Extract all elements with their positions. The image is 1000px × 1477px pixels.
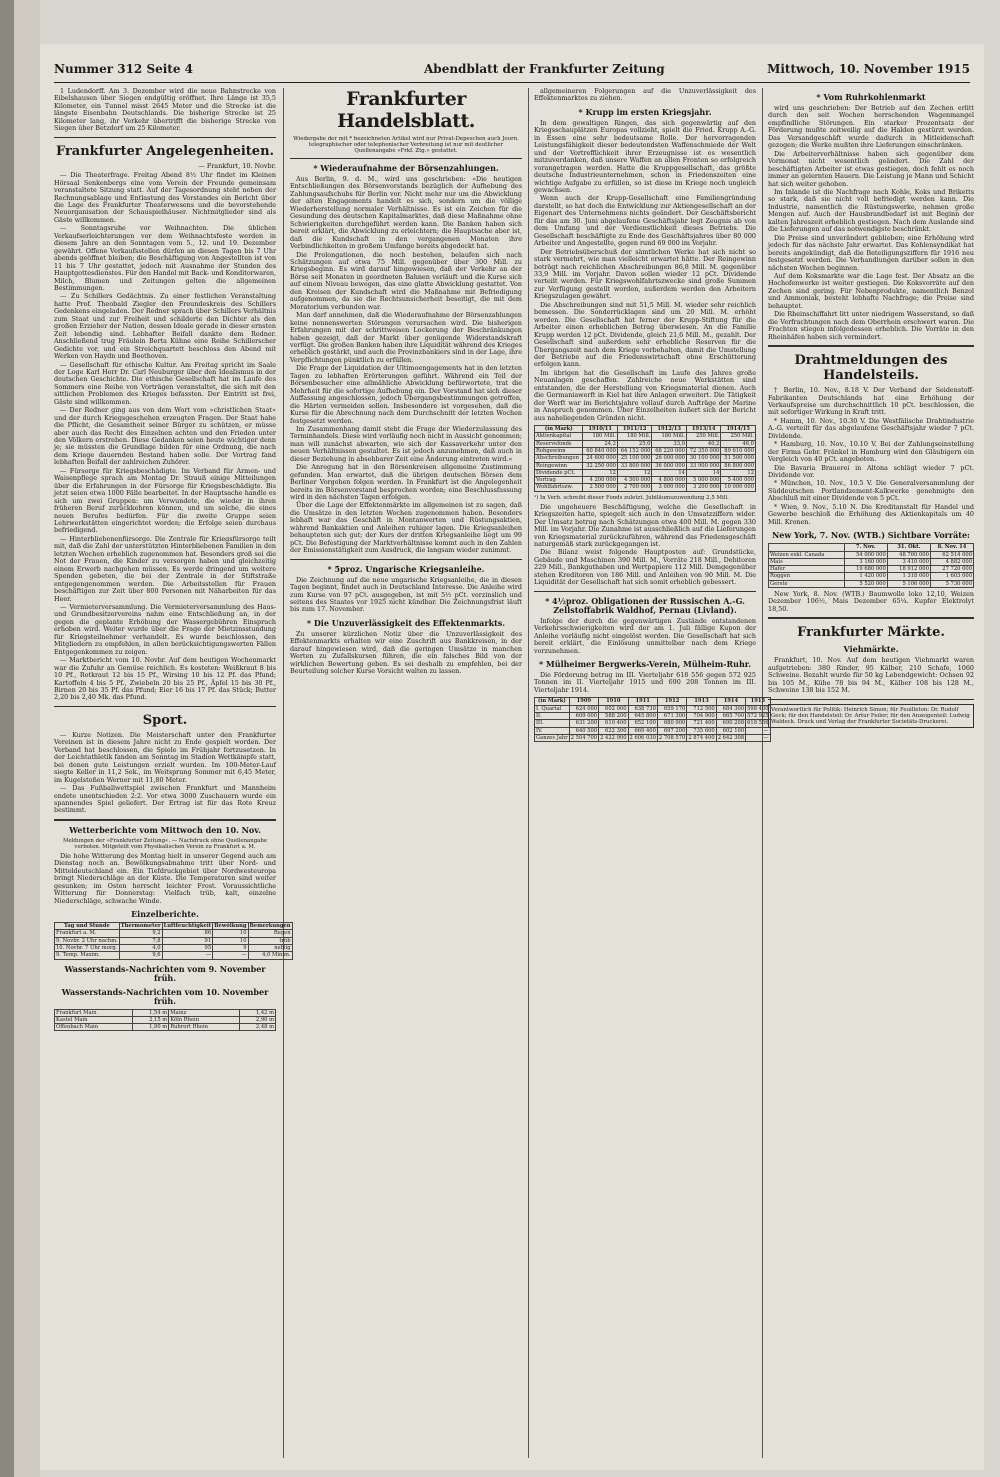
table-row [769,558,974,565]
production-table [534,697,771,742]
single-reports-heading: Einzelberichte. [131,909,199,920]
table-cell: 1,54 m [132,1009,168,1016]
table-cell: 10 000 000 [721,484,756,491]
table-cell: 180 Mill. [652,433,687,440]
table-cell: 645 800 [628,712,657,719]
table-col-header: 1910/11 [583,426,618,433]
divider [54,819,276,821]
table-cell: Gerste [769,580,845,587]
column-divider [528,88,529,1458]
weather-col-header: Bewölkung [214,923,247,930]
table-cell: 3 160 000 [844,558,887,565]
table-col-header: 1914 [716,698,745,705]
table-cell: 9,2 [119,930,162,937]
table-cell: 3 410 000 [887,558,930,565]
table-cell: 665 700 [716,712,745,719]
table-cell: 697 200 [657,727,686,734]
article-paragraph: In dem gewaltigen Ringen, das sich gegenwärtig auf den Kriegsschauplätzen Europas vollzieht, spielt die Fried. Krupp A.-G. in Essen eine sehr bedeutsame Rolle. Der hervorragenden Leistungsfähigkeit dieser bedeutendsten Waffenschmiede der Welt und der Vortrefflichkeit ihrer Erzeugnisse ist es wesentlich mitzuverdanken, daß unsere Waffen an allen Fronten so erfolgreich vorangetragen werden. Hatte die Kruppgesellschaft, das größte deutsche Industrieunternehmen, schon in Friedenszeiten eine wichtige Aufgabe zu erfüllen, so ist diese im Kriege noch ungleich gewachsen. [534,118,756,194]
article-paragraph: — Sonntagsruhe vor Weihnachten. Die üblichen Verkaufserleichterungen vor dem Weihnachtsfeste werden in diesem Jahre an den Sonntagen vom 5., 12. und 19. Dezember gewährt. Offene Verkaufsstellen dürfen an diesen Tagen bis 7 Uhr abends geöffnet bleiben; die Beschäftigung von Angestellten ist von 11 bis 7 Uhr gestattet, jedoch mit Ausnahme der Stunden des Hauptgottesdienstes. Für den Handel mit Back- und Konditorwaren, Milch, Blumen und Zeitungen gelten die allgemeinen Bestimmungen. [54,224,276,292]
issue-date: Mittwoch, 10. November 1915 [767,62,970,76]
krupp-table-body [535,433,756,491]
article-paragraph: allgemeineren Folgerungen auf die Unzuverlässigkeit des Effektenmarktes zu ziehen. [534,87,756,103]
table-cell: 250 Mill. [721,433,756,440]
table-cell: 638 730 [628,705,657,712]
table-cell: 5 520 000 [844,580,887,587]
table-col-header: 1912/13 [652,426,687,433]
grain-table-body [769,551,974,587]
table-cell: — [746,727,770,734]
table-row [55,937,293,944]
article-paragraph: Im übrigen hat die Gesellschaft im Laufe des Jahres große Neuanlagen geschaffen. Zahlreiche neue Werkstätten sind entstanden, die der Herstellung von Kriegsmaterial dienen. Auch die Germaniawerft in Kiel hat ihre Anlagen erweitert. Die Tätigkeit der Werft war im Berichtsjahre vollauf durch Aufträge der Marine in Anspruch genommen. Über Einzelheiten äußert sich der Bericht aus naheliegenden Gründen nicht. [534,368,756,422]
imprint-box: Verantwortlich für Politik: Heinrich Simon; für Feuilleton: Dr. Rudolf Geck; für den Handelsteil: Dr. Artur Feiler; für den Anzeigenteil: Ludwig Waldeck. Druck und Verlag der Frankfurter Societäts-Druckerei. [768,704,974,728]
divider [290,559,522,560]
table-cell: 24,2 [583,440,618,447]
table-cell: 572 925 [747,712,769,719]
article-paragraph: Die Anregung hat in den Börsenkreisen allgemeine Zustimmung gefunden. Man erwartet, daß die übrigen deutschen Börsen dem Berliner Vorgehen folgen werden. In Frankfurt ist die Angelegenheit bereits im Börsenvorstand besprochen worden; eine Beschlussfassung wird in den nächsten Tagen erfolgen. [290,463,522,502]
newspaper-title: Abendblatt der Frankfurter Zeitung [424,62,665,76]
table-cell: 1 420 000 [844,573,887,580]
section-heading-sport: Sport. [142,712,188,728]
table-cell: 250 Mill. [686,433,721,440]
table-row [535,455,756,462]
table-cell: Vortrag [535,477,583,484]
table-col-header: 1911/12 [617,426,652,433]
table-cell: 618 556 [747,720,769,727]
table-cell: 30 100 000 [686,455,721,462]
table-cell: 598 400 [747,705,769,712]
table-cell: 7,8 [119,937,162,944]
page-masthead [54,62,970,80]
column-divider [283,88,284,1458]
table-cell: 602 000 [599,705,628,712]
table-col-header: 1911 [628,698,657,705]
column-markets [768,88,974,1458]
column-local-news [54,87,291,1458]
table-row [769,566,974,573]
article-paragraph: — Das Fußballwettspiel zwischen Frankfurt und Mannheim endete unentschieden 2:2. Vor etwa 3000 Zuschauern wurde ein spannendes Spiel geliefert. Der Ertrag ist für das Rote Kreuz bestimmt. [54,784,276,815]
table-cell: Roggen [769,573,845,580]
table-cell: 3 200 000 [686,484,721,491]
table-cell: 2 504 700 [570,734,598,741]
table-col-header: (in Mark) [535,698,570,705]
weather-col-header: Luftfeuchtigkeit [163,923,212,930]
table-cell: 12 [721,469,756,476]
table-row [535,705,771,712]
table-col-header: 1913/14 [686,426,721,433]
table-cell: 4 500 000 [617,477,652,484]
table-cell: neblig [248,944,292,951]
article-paragraph: Man darf annehmen, daß die Wiederaufnahme der Börsenzahlungen keine nennenswerten Störungen verursachen wird. Die bisherigen Erfahrungen mit der schrittweisen Lockerung der Beschränkungen haben gezeigt, daß der Markt über genügende Widerstandskraft verfügt. Die großen Banken haben ihre Liquidität während des Krieges erheblich gestärkt, und auch die Provinzbankiers sind in der Lage, ihre Verpflichtungen pünktlich zu erfüllen. [290,311,522,364]
article-heading: * Krupp im ersten Kriegsjahr. [578,106,712,117]
article-paragraph: — Der Redner ging aus von dem Wort vom »christlichen Staat« und der durch Kriegsgeschehen erzeugten Fragen. Der Staat habe die Pflicht, die Gesamtheit seiner Bürger zu schützen, er müsse aber auch das Recht des Einzelnen achten und den Frieden unter den Völkern erstreben. Diese Gedanken seien heute wichtiger denn je; sie müssten die Grundlage bilden für eine Ordnung, die nach dem Kriege dauernden Bestand haben solle. Der Vortrag fand lebhaften Beifall der zahlreichen Zuhörer. [54,406,276,467]
table-cell: 62 514 000 [930,551,973,558]
article-paragraph: Die Förderung betrug im III. Vierteljahr 618 556 gegen 572 925 Tonnen im II. Vierteljahr 1915 und 690 208 Tonnen im III. Vierteljahr 1914. [534,670,756,694]
table-cell: Frankfurt Main [55,1009,133,1016]
page-number-label: Nummer 312 Seite 4 [54,62,194,76]
weather-col-header: Bemerkungen [249,923,291,930]
article-paragraph: Die Arbeiterverhältnisse haben sich gegenüber dem Vormonat nicht wesentlich geändert. Die Zahl der beschäftigten Arbeiter ist etwas gestiegen, doch fehlt es noch immer an gelernten Hauern. Die Leistung je Mann und Schicht hat sich weiter gehoben. [768,149,974,188]
article-heading: * 5proz. Ungarische Kriegsanleihe. [327,563,485,574]
table-cell: 1 318 000 [887,573,930,580]
table-cell: 33 800 000 [617,462,652,469]
table-cell: 95 [162,944,213,951]
table-row [535,447,756,454]
table-row [535,440,756,447]
table-footnote: ¹) In Verb. schreibt dieser Fonds zuletzt. Jubiläumszuwendung 2,5 Mill. [534,494,729,501]
article-paragraph: — Marktbericht vom 10. Novbr. Auf dem heutigen Wochenmarkt war die Zufuhr an Gemüse reichlich. Es kosteten: Weißkraut 8 bis 10 Pf., Rotkraut 12 bis 15 Pf., Wirsing 10 bis 12 Pf. das Pfund; Kartoffeln 4 bis 5 Pf., Zwiebeln 20 bis 25 Pf., Äpfel 15 bis 30 Pf., Birnen 20 bis 35 Pf. das Pfund; Eier 16 bis 17 Pf. das Stück; Butter 2,20 bis 2,40 Mk. das Pfund. [54,656,276,702]
article-paragraph: Infolge der durch die gegenwärtigen Zustände entstandenen Verkehrsschwierigkeiten wird der am 1. Juli fällige Kupon der Anleihe vorläufig nicht eingelöst werden. Die Gesellschaft hat sich bereit erklärt, die Einlösung unmittelbar nach dem Kriege vorzunehmen. [534,616,756,655]
table-cell: Rohgewinn [535,447,583,454]
table-cell: 9,6 [119,952,162,959]
table-cell: 602 100 [716,727,745,734]
table-cell: 9. Novbr. 2 Uhr nachm. [56,937,118,944]
column-divider [762,88,763,1458]
table-cell: 40,2 [686,440,721,447]
table-cell: Abschreibungen [535,455,583,462]
scan-binding-edge [0,0,14,1477]
water-level-table [54,1009,276,1032]
article-paragraph: * München, 10. Nov., 10.5 V. Die Generalversammlung der Süddeutschen Portlandzement-Kalkwerke genehmigte den Abschluß mit einer Dividende von 5 pCt. [768,479,974,503]
section-heading-handelsblatt: Frankfurter Handelsblatt. [337,88,475,132]
table-cell: — [162,952,213,959]
divider [290,158,522,159]
table-row [55,1024,276,1031]
weather-heading: Wetterberichte vom Mittwoch den 10. Nov. [69,824,261,835]
table-cell: Wohlfahrtszw. [535,484,583,491]
table-cell: 684 300 [716,705,745,712]
article-paragraph: Die Preise sind unverändert geblieben; eine Erhöhung wird jedoch für das nächste Jahr erwartet. Das Kohlensyndikat hat bereits angekündigt, daß die Beteiligungsziffern für 1916 neu festgesetzt werden. Die Verhandlungen darüber sollen in den nächsten Wochen beginnen. [768,233,974,272]
table-cell: Reservefonds [535,440,583,447]
table-row [535,477,756,484]
table-cell: 91 [162,937,213,944]
table-col-header: 1914/15 [721,426,756,433]
article-paragraph: Die Zeichnung auf die neue ungarische Kriegsanleihe, die in diesen Tagen beginnt, findet auch in Deutschland Interesse. Die Anleihe wird zum Kurse von 97 pCt. ausgegeben, ist mit 5½ pCt. verzinslich und seitens des Staates vor 1925 nicht kündbar. Die Zeichnungsfrist läuft bis zum 17. November. [290,575,522,614]
table-row [535,469,756,476]
table-cell: 622 300 [599,727,628,734]
section-heading-local: Frankfurter Angelegenheiten. [55,143,275,159]
article-paragraph: Der Betriebsüberschuß der sämtlichen Werke hat sich nicht so stark vermehrt, wie man vielleicht erwartet hätte. Der Reingewinn beträgt nach reichlichen Abschreibungen 86,8 Mill. M. gegenüber 33,9 Mill. im Vorjahr. Davon sollen wieder 12 pCt. Dividende verteilt werden. Für Kriegswohlfahrtszwecke sind große Summen zur Verfügung gestellt worden, außerdem werden den Arbeitern Kriegszulagen gewährt. [534,247,756,301]
table-cell: Mais [769,558,845,565]
table-cell: 4,0 Minim. [248,952,292,959]
table-row [769,573,974,580]
table-row [535,720,771,727]
table-cell: 33,0 [652,440,687,447]
table-cell: 12 [583,469,618,476]
table-row [769,580,974,587]
table-cell: 2,90 m [239,1016,275,1023]
table-cell: 180 Mill. [617,433,652,440]
cattle-market-heading: Viehmärkte. [843,644,899,655]
article-paragraph: * Wien, 9. Nov., 5.10 N. Die Kreditanstalt für Handel und Gewerbe beschloß die Erhöhung des Aktienkapitals um 40 Mill. Kronen. [768,502,974,526]
new-york-heading: New York, 7. Nov. (WTB.) Sichtbare Vorräte: [771,530,971,541]
article-paragraph: * Hamburg, 10. Nov., 10.10 V. Bei der Zahlungseinstellung der Firma Gebr. Fränkel in Hamburg wird den Gläubigern ein Vergleich von 40 pCt. angeboten. [768,440,974,464]
table-cell: 631 200 [569,720,598,727]
table-cell: 64 152 000 [617,447,652,454]
table-cell: 10 [213,930,248,937]
table-cell: Dividende pCt. [535,469,583,476]
table-row [55,1009,276,1016]
weather-table [54,922,293,959]
table-cell: 54 000 000 [844,551,887,558]
table-cell: 86 [162,930,213,937]
table-cell: 9. Temp. Maxim. [55,952,120,959]
article-paragraph: Aus Berlin, 9. d. M., wird uns geschrieben: »Die heutigen Entschließungen des Börsenvorstands bezüglich der Aufhebung des Zahlungsaufschubs für Berlin vor. Nicht mehr nur um die Abwicklung der alten Engagements handelt es sich, sondern um die völlige Wiederherstellung normaler Verhältnisse. Es ist ein Zeichen für die Gesundung des deutschen Kapitalmarktes, daß diese Maßnahme ohne Schwierigkeiten durchgeführt werden kann. Die Banken haben sich bereit erklärt, die Abwicklung zu erleichtern; die Hauptsache aber ist, daß die Kundschaft in den vergangenen Monaten ihre Verbindlichkeiten in großem Umfange bereits abgedeckt hat. [290,175,522,251]
table-col-header: (in Mark) [535,426,583,433]
article-paragraph: Frankfurt, 10. Nov. Auf dem heutigen Viehmarkt waren aufgetrieben: 380 Rinder, 95 Kälber, 210 Schafe, 1060 Schweine. Bezahlt wurde für 50 kg Lebendgewicht: Ochsen 92 bis 105 M., Kühe 78 bis 94 M., Kälber 108 bis 128 M., Schweine 138 bis 152 M. [768,656,974,695]
table-row [55,930,293,937]
article-paragraph: Die Prolongationen, die noch bestehen, belaufen sich nach Schätzungen auf etwa 75 Mill. gegenüber über 300 Mill. zu Kriegsbeginn. Es wird darauf hingewiesen, daß der Verkehr an der Börse seit Monaten in geordneten Bahnen verläuft und die Kurse sich auf einem Niveau bewegen, das eine glatte Abwicklung gestattet. Von den Kreisen der Kundschaft wird die Maßnahme mit Befriedigung aufgenommen, da sie die Rechtsunsicherheit beseitigt, die mit dem Moratorium verbunden war. [290,250,522,311]
article-paragraph: New York, 8. Nov. (WTB.) Baumwolle loko 12,10, Weizen Dezember 106½, Mais Dezember 65¼. Kupfer Elektrolyt 18,50. [768,589,974,613]
krupp-financial-table [534,425,756,492]
table-row [55,944,293,951]
article-paragraph: Die ungeheuere Beschäftigung, welche die Gesellschaft in Kriegszeiten hatte, spiegelt sich auch in den Umsatzziffern wider. Der Umsatz betrug nach Schätzungen etwa 400 Mill. M. gegen 330 Mill. im Vorjahr. Die Zunahme ist ausschließlich auf die Lieferungen von Kriegsmaterial zurückzuführen, während das Friedensgeschäft naturgemäß stark zurückgegangen ist. [534,502,756,548]
article-paragraph: Die Frage der Liquidation der Ultimoengagements hat in den letzten Tagen zu lebhaften Erörterungen geführt. Während ein Teil der Börsenbesucher eine allmähliche Abwicklung befürwortete, trat die Mehrheit für die sofortige Aufhebung ein. Der Vorstand hat sich dieser Auffassung angeschlossen, jedoch Übergangsbestimmungen getroffen, die Härten vermeiden sollen. Insbesondere ist vorgesehen, daß die Kurse für die Abrechnung nach dem Durchschnitt der letzten Wochen festgesetzt werden. [290,364,522,425]
article-paragraph: Zu unserer kürzlichen Notiz über die Unzuverlässigkeit des Effektenmarkts erhalten wir eine Zuschrift aus Bankkreisen, in der darauf hingewiesen wird, daß die geringen Umsätze in manchen Werten zu Zufallskursen führen, die ein falsches Bild von der wirklichen Bewertung geben. Es sei deshalb zu empfehlen, bei der Beurteilung solcher Kurse Vorsicht walten zu lassen. [290,629,522,676]
table-cell: Kastel Main [55,1016,133,1023]
intro-paragraph: 1 Ludendorff. Am 3. Dezember wird die neue Bahnstrecke von Eibelshausen über Siegen endgültig eröffnet. Ihre Länge ist 35,5 Kilometer, ein Tunnel misst 2645 Meter und die Strecke ist die längste Eisenbahn Deutschlands. Die bisherige Strecke ist 25 Kilometer lang, ihr Verkehr übertrifft die bisherige Strecke von Siegen über Betzdorf um 25 Kilometer. [54,87,276,133]
table-cell: 2,48 m [239,1024,275,1031]
article-paragraph: — Kurze Notizen. Die Meisterschaft unter den Frankfurter Vereinen ist in diesem Jahre nicht zu Ende gespielt worden. Der Verband hat beschlossen, die Spiele im Frühjahr fortzusetzen. In der Leichtathletik fanden am Sonntag im Stadion Wettkämpfe statt, bei denen gute Leistungen erzielt wurden. Im 100-Meter-Lauf siegte Keller in 11,2 Sek., im Weitsprung Sommer mit 6,45 Meter, im Kugelstoßen Werner mit 11,80 Meter. [54,730,276,784]
table-cell: 4 200 000 [583,477,618,484]
article-paragraph: — Die Theaterfrage. Freitag Abend 8½ Uhr findet im Kleinen Hörsaal Senkenbergs eine vom Verein der Freunde gemeinsam veranstaltete Sitzung statt. Auf der Tagesordnung steht neben der Rechnungsablage und Entlastung des Vorstandes ein Bericht über die Lage des Frankfurter Theaterwesens und die bevorstehende Neuorganisation der Schauspielhäuser. Nichtmitglieder sind als Gäste willkommen. [54,171,276,224]
table-cell: 2 874 400 [688,734,715,741]
table-col-header: 1913 [687,698,716,705]
table-cell: 86 800 000 [721,462,756,469]
article-paragraph: Wenn auch der Krupp-Gesellschaft eine Familiengründung darstellt, so hat doch die Entwicklung zur Aktiengesellschaft an der Eigenart des Unternehmens nichts geändert. Der Geschäftsbericht für das am 30. Juni abgelaufene Geschäftsjahr legt Zeugnis ab von dem Umfang und der Verdienstlichkeit dieses Betriebs. Die Gesellschaft beschäftigte zu Ende des Geschäftsjahres über 80 000 Arbeiter und Angestellte, gegen rund 69 000 im Vorjahr. [534,194,756,248]
dateline: — Frankfurt, 10. Novbr. [198,161,276,170]
table-cell: 669 400 [628,727,657,734]
table-cell: 32 250 000 [583,462,618,469]
table-cell: 721 400 [687,720,716,727]
table-cell: 12 [617,469,652,476]
divider [768,699,974,700]
production-table-body [535,705,771,741]
divider [768,617,974,619]
table-cell: 89 610 000 [721,447,756,454]
table-row [55,952,293,959]
weather-source-note: Meldungen der »Frankfurter Zeitung«. — Nachdruck ohne Quellenangabe verboten. Mitgeteilt vom Physikalischen Verein zu Frankfurt a. M. [62,837,268,850]
table-cell: IV. [535,727,570,734]
article-paragraph: — Gesellschaft für ethische Kultur. Am Freitag spricht im Saale der Loge Karl Herr Dr. Carl Neuburger über den Idealismus in der deutschen Geschichte. Die ethische Gesellschaft hat im Laufe des Sommers eine Reihe von Vorträgen veranstaltet, die sich mit den sittlichen Problemen des Krieges befassten. Der Eintritt ist frei, Gäste sind willkommen. [54,360,276,406]
table-cell: 690 208 [716,720,745,727]
table-cell: 72 350 000 [686,447,721,454]
article-heading: * Die Unzuverlässigkeit des Effektenmarkts. [306,617,506,628]
table-cell: 36 000 000 [652,462,687,469]
article-paragraph: Die Bavaria Brauerei in Altona schlägt wieder 7 pCt. Dividende vor. [768,463,974,480]
table-cell: 51 500 000 [721,455,756,462]
table-cell: 671 300 [657,712,686,719]
article-paragraph: Die Abschreibungen sind mit 51,5 Mill. M. wieder sehr reichlich bemessen. Die Sonderrücklagen sind um 20 Mill. M. erhöht worden. Die Gesellschaft hat ferner der Krupp-Stiftung für die Arbeiter einen erheblichen Betrag überwiesen. An die Familie Krupp werden 12 pCt. Dividende, gleich 21,6 Mill. M., gezahlt. Der Gesellschaft sind außerdem sehr erhebliche Reserven für die Übergangszeit nach dem Kriege vorbehalten, damit die Umstellung der Betriebe auf die Friedenswirtschaft ohne Erschütterung erfolgen kann. [534,300,756,369]
table-cell: 14 [652,469,687,476]
table-cell: Frankfurt a. M. [55,930,120,937]
table-cell: Weizen exkl. Canada [769,551,845,558]
table-cell: Offenbach Main [55,1024,133,1031]
article-paragraph: — Fürsorge für Kriegsbeschädigte. Im Verband für Armen- und Waisenpflege sprach am Montag Dr. Strauß einige Mitteilungen über die Erfahrungen in der Fürsorge für Kriegsbeschädigte. Bis jetzt seien etwa 1000 Fälle bearbeitet. In der Hauptsache handle es sich um zwei Gruppen: um Verwundete, die wieder in ihren früheren Beruf zurückkehren können, und um solche, die eines neuen Berufes bedürfen. Für die zweite Gruppe seien Lehrwerkstätten eingerichtet worden; die Erfolge seien durchaus befriedigend. [54,466,276,535]
table-cell: 4 882 000 [930,558,973,565]
table-cell: 652 100 [628,720,657,727]
table-col-header: 8. Nov. 14 [930,544,973,551]
table-cell: Regen [248,930,292,937]
table-cell: 5 400 000 [721,477,756,484]
water-level-heading: Wasserstands-Nachrichten vom 9. November früh. [64,963,266,983]
table-cell: 2 500 000 [583,484,618,491]
table-col-header: 31. Okt. [887,544,930,551]
article-heading: * Vom Ruhrkohlenmarkt [816,92,926,102]
table-cell: Ganzes Jahr [536,734,568,741]
column-krupp [534,87,769,1458]
divider [534,591,756,592]
table-cell: 1,42 m [239,1009,275,1016]
grain-stocks-table [768,543,974,588]
table-cell: 2 642 308 [717,734,745,741]
table-cell: 2,15 m [132,1016,168,1023]
table-cell: 9 [213,944,248,951]
table-cell: 3 000 000 [652,484,687,491]
table-col-header: 1909 [569,698,598,705]
article-paragraph: — Hinterbliebenenfürsorge. Die Zentrale für Kriegsfürsorge teilt mit, daß die Zahl der unterstützten Hinterbliebenen Familien in den letzten Wochen erheblich zugenommen hat. Besonders groß sei die Not der Frauen, die Kinder zu versorgen haben und gleichzeitig einem Erwerb nachgehen müssen. Es werde dringend um weitere Spenden gebeten, die bei der Zentrale in der Stiftstraße entgegengenommen werden. Die Arbeitsstellen für Frauen beschäftigen zur Zeit über 800 Personen mit Näharbeiten für das Heer. [54,534,276,603]
table-cell: 25 100 000 [617,455,652,462]
table-cell: I. Quartal [535,705,570,712]
table-col-header: 1915 [746,698,770,705]
weather-col-header: Tag und Stunde [55,923,120,930]
table-cell: 2 708 570 [658,734,686,741]
table-cell: — [746,734,770,741]
weather-text: Die hohe Witterung des Montag hielt in unserer Gegend auch am Dienstag noch an. Bewölkungsabnahme tritt über Nord- und Mitteldeutschland ein. Ein Tiefdruckgebiet über Nordwesteuropa bringt Niederschläge an der Küste. Die Temperaturen sind weiter gesunken; im Osten herrscht leichter Frost. Voraussichtliche Witterung für Donnerstag: Vielfach trüb, kalt, einzelne Niederschläge, schwache Winde. [54,851,276,905]
table-cell: 1,90 m [132,1024,168,1031]
table-cell: 4,0 [119,944,162,951]
table-cell: II. [535,712,570,719]
table-cell: 10. Novbr. 7 Uhr morg. [56,944,118,951]
table-cell: Köln Rhein [169,1016,239,1023]
article-paragraph: Die Rheinschiffahrt litt unter niedrigem Wasserstand, so daß die Verfrachtungen nach dem Oberrhein erschwert waren. Die Frachten stiegen infolgedessen erheblich. Die Vorräte in den Rheinhäfen haben sich vermindert. [768,310,974,341]
divider [54,706,276,707]
table-cell: 680 900 [657,720,686,727]
table-cell: 26 000 000 [652,455,687,462]
table-cell: 18 912 000 [887,566,930,573]
table-cell: 2 700 000 [617,484,652,491]
article-paragraph: wird uns geschrieben: Der Betrieb auf den Zechen erlitt durch den seit Wochen herrschenden Wagenmangel empfindliche Störungen. Ein starker Prozentsatz der Förderung mußte zeitweilig auf die Halden gestürzt werden. Das Versandgeschäft wurde dadurch in Mitleidenschaft gezogen; die Werke mußten ihre Lieferungen einschränken. [768,104,974,150]
table-cell: Hafer [769,566,845,573]
table-cell: 610 400 [599,720,628,727]
table-cell: 10 [213,937,248,944]
article-paragraph: * Hamm, 10. Nov., 10.30 V. Die Westfälische Drahtindustrie A.-G. verteilt für das abgelaufene Geschäftsjahr wieder 7 pCt. Dividende. [768,416,974,440]
table-cell: 48 760 000 [887,551,930,558]
table-col-header: 1910 [599,698,628,705]
article-paragraph: Im Zusammenhang damit steht die Frage der Wiederzulassung des Terminhandels. Diese wird vorläufig noch nicht in Aussicht genommen; man will zunächst abwarten, wie sich der Kassaverkehr unter den neuen Verhältnissen gestaltet. Es ist jedoch anzunehmen, daß auch in dieser Beziehung in absehbarer Zeit eine Änderung eintreten wird.« [290,424,522,463]
table-cell: III. [535,720,570,727]
article-heading: * Wiederaufnahme der Börsenzahlungen. [313,163,499,173]
divider [54,137,276,138]
table-cell: Mainz [169,1009,239,1016]
table-cell: 19 680 000 [844,566,887,573]
column-handelsblatt [290,88,522,1458]
table-cell: 659 170 [657,705,686,712]
table-cell: 46,0 [721,440,756,447]
scan-margin [14,0,40,1477]
table-cell: — [213,952,248,959]
table-cell: 68 220 000 [652,447,687,454]
section-heading-markets: Frankfurter Märkte. [797,625,945,641]
table-row [535,433,756,440]
article-paragraph: Auf dem Koksmarkte war die Lage fest. Der Absatz an die Hochofenwerke ist weiter gestiegen. Die Koksvorräte auf den Zechen sind gering. Für Nebenprodukte, namentlich Benzol und Ammoniak, besteht lebhafte Nachfrage; die Preise sind behauptet. [768,271,974,310]
reprint-note: Wiedergabe der mit * bezeichneten Artikel wird nur Privat-Depeschen auch Journ. telegraphischer oder telephonischer Verbreitung ist nur mit deutlicher Quellenangabe »Frkf. Ztg.« gestattet. [293,136,519,154]
water-level-heading-2: Wasserstands-Nachrichten vom 10. November früh. [61,986,269,1006]
table-cell: 704 900 [687,712,716,719]
table-cell: Reingewinn [535,462,583,469]
article-paragraph: Über die Lage der Effektenmärkte im allgemeinen ist zu sagen, daß die Umsätze in den letzten Wochen zugenommen haben. Besonders lebhaft war das Geschäft in Montanwerten und Rüstungsaktien, während Bankaktien und Anleihen ruhiger lagen. Die Kriegsanleihen behaupteten sich gut; der Kurs der dritten Kriegsanleihe liegt um 99 pCt. Die Befestigung der Marktverhältnisse kommt auch in den Zahlen der Emissionstätigkeit zum Ausdruck, die langsam wieder zunimmt. [290,501,522,555]
article-heading: * Mülheimer Bergwerks-Verein, Mülheim-Ruhr. [538,658,752,669]
table-row [769,551,974,558]
divider [768,345,974,347]
table-row [535,712,771,719]
article-paragraph: Im Inlande ist die Nachfrage nach Kohle, Koks und Briketts so stark, daß sie nicht voll befriedigt werden kann. Die Industrie, namentlich die Rüstungswerke, nehmen große Mengen auf. Auch der Hausbrandbedarf ist mit Beginn der kalten Jahreszeit erheblich gestiegen. Nach dem Auslande sind die Lieferungen auf das notwendigste beschränkt. [768,187,974,234]
article-paragraph: — Zu Schillers Gedächtnis. Zu einer festlichen Veranstaltung hatte Prof. Theobald Ziegler den Freundeskreis des Schillers Gedenkens eingeladen. Der Redner sprach über Schillers Verhältnis zum Staat und zur Freiheit und schilderte den Dichter als den großen Erzieher der Nation, dessen Ideale gerade in dieser ernsten Zeit lebendig sind. Lebhafter Beifall dankte dem Redner. Anschließend trug Fräulein Berta Kühne eine Reihe Schillerscher Gedichte vor, und ein Streichquartett beschloss den Abend mit Werken von Haydn und Beethoven. [54,292,276,361]
table-row [535,484,756,491]
table-row [535,462,756,469]
table-cell: 5 106 000 [887,580,930,587]
table-cell: 2 422 900 [600,734,627,741]
table-cell: 712 500 [687,705,716,712]
article-paragraph: † Berlin, 10. Nov., 8.18 V. Der Verband der Seidenstoff-Fabrikanten Deutschlands hat eine Erhöhung der Verkaufspreise um durchschnittlich 10 pCt. beschlossen, die mit sofortiger Wirkung in Kraft tritt. [768,386,974,417]
table-cell: 27 720 000 [930,566,973,573]
table-cell: 588 200 [599,712,628,719]
table-cell: 24 600 000 [583,455,618,462]
article-paragraph: Die Bilanz weist folgende Hauptposten auf: Grundstücke, Gebäude und Maschinen 390 Mill. M., Vorräte 218 Mill., Debitoren 229 Mill., Bankguthaben und Wertpapiere 112 Mill. Demgegenüber stehen Kreditoren von 186 Mill. und Anleihen von 90 Mill. M. Die Liquidität der Gesellschaft hat sich somit erheblich gebessert. [534,548,756,587]
table-cell: Aktienkapital [535,433,583,440]
table-cell: 4 800 000 [652,477,687,484]
table-col-header: 1912 [657,698,686,705]
section-heading-wire: Drahtmeldungen des Handelsteils. [794,353,948,384]
table-cell: Ruhrort Rhein [169,1024,239,1031]
table-cell: 5 000 000 [686,477,721,484]
table-cell: 735 600 [687,727,716,734]
article-heading: * 4½proz. Obligationen der Russischen A.-G. Zellstoffabrik Waldhof, Pernau (Livland). [545,595,745,615]
table-cell: 25,0 [617,440,652,447]
article-paragraph: — Vermieterversammlung. Die Vermieterversammlung des Haus- und Grundbesitzervereins nahm eine Entschließung an, in der gegen die geplante Erhöhung der Wassergebühren Einspruch erhoben wird. Weiter wurde über die Frage der Mietzinsstundung für Kriegsteilnehmer verhandelt. Es wurde beschlossen, den Mitgliedern zu empfehlen, in allen berücksichtigungswerten Fällen Entgegenkommen zu zeigen. [54,603,276,656]
table-cell: 609 000 [569,712,598,719]
table-col-header [769,544,845,551]
table-cell: 2 606 030 [629,734,656,741]
table-cell: 1 603 000 [930,573,973,580]
table-cell: 14 [686,469,721,476]
table-cell: 5 730 000 [930,580,973,587]
newspaper-page [40,44,984,1470]
weather-col-header: Thermometer [120,923,161,930]
table-row [535,734,771,741]
table-cell: 640 500 [569,727,598,734]
table-cell: trüb [248,937,292,944]
masthead-rule [54,82,970,83]
table-cell: 624 000 [569,705,598,712]
table-row [535,727,771,734]
table-cell: 60 840 000 [583,447,618,454]
table-col-header: 7. Nov. [844,544,887,551]
table-row [55,1016,276,1023]
table-cell: 33 900 000 [686,462,721,469]
table-cell: 180 Mill. [583,433,618,440]
